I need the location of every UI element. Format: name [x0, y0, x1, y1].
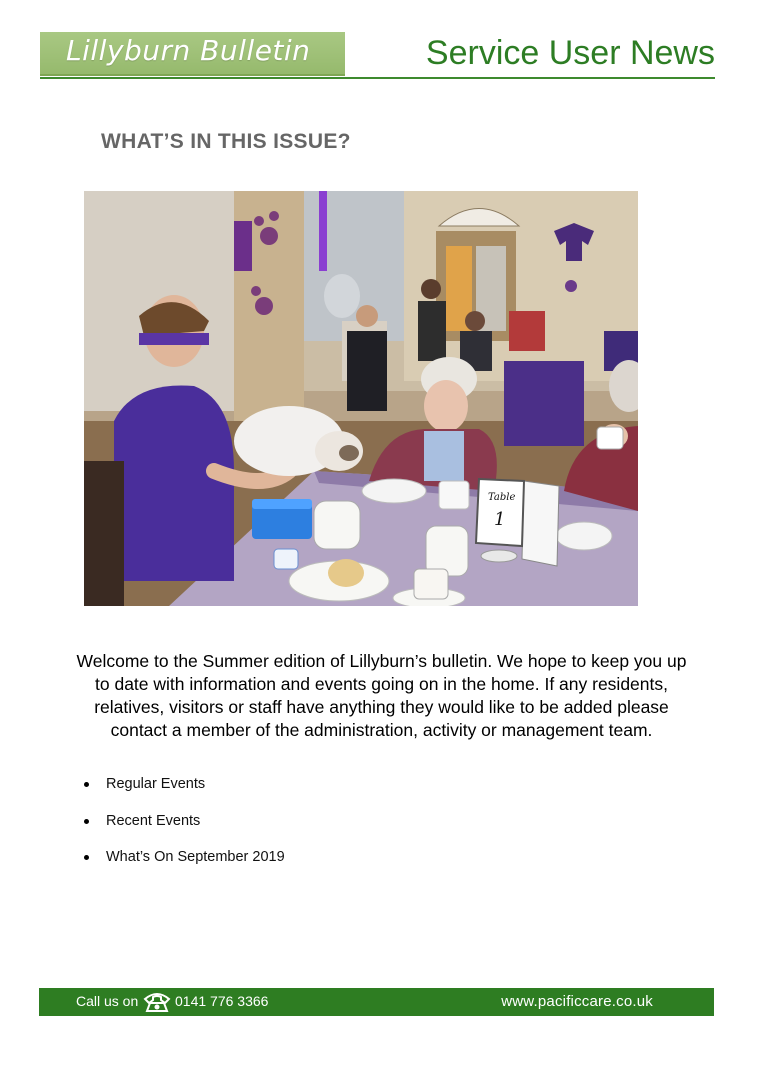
contents-item: [82, 774, 285, 811]
bullet-icon: [84, 782, 89, 787]
telephone-icon: [143, 991, 171, 1018]
header-divider: [40, 77, 715, 79]
footer-bar: [39, 988, 714, 1016]
table-card-label: Table: [488, 492, 516, 503]
footer-phone-number[interactable]: 0141 776 3366: [175, 993, 269, 1009]
activity-photo: [84, 191, 638, 606]
page-title: Service User News: [425, 34, 715, 72]
contents-item: [82, 811, 285, 848]
contents-item-label: Regular Events: [106, 776, 206, 792]
footer-website-link[interactable]: www.pacificcare.co.uk: [501, 993, 653, 1010]
bullet-icon: [84, 855, 89, 860]
contents-item-label: Recent Events: [106, 812, 201, 829]
bullet-icon: [84, 819, 89, 824]
contents-item-label: What’s On September 2019: [106, 849, 285, 865]
bulletin-logo-text: Lillyburn Bulletin: [66, 34, 311, 67]
table-card-number: 1: [494, 509, 506, 530]
footer-call-label: Call us on: [76, 993, 139, 1009]
contents-item: [82, 847, 285, 884]
issue-heading: WHAT’S IN THIS ISSUE?: [101, 130, 351, 153]
intro-paragraph: Welcome to the Summer edition of Lillyburn’s bulletin. We hope to keep you up to date with information and events going on in the home. If any residents, relatives, visitors or staff have anything they would like to be added please contact a member of the administration, activity or management team.: [76, 651, 687, 740]
contents-list: [82, 774, 285, 884]
